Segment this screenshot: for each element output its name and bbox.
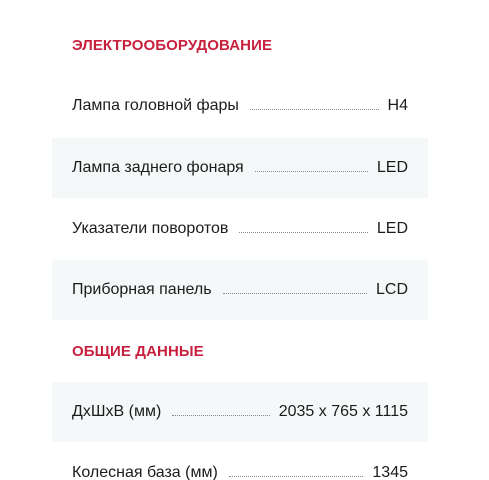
dotted-leader — [229, 476, 364, 477]
dotted-leader — [223, 293, 367, 294]
spec-value: LCD — [375, 281, 408, 298]
section-title-general: ОБЩИЕ ДАННЫЕ — [72, 343, 204, 360]
spec-row-taillight-bulb — [52, 138, 428, 198]
spec-row-wheelbase — [52, 443, 428, 480]
dotted-leader — [172, 415, 269, 416]
dotted-leader — [250, 109, 379, 110]
spec-value: 1345 — [372, 464, 408, 480]
spec-label: Лампа головной фары — [72, 97, 239, 114]
dotted-leader — [255, 171, 368, 172]
spec-label: Указатели поворотов — [72, 220, 229, 237]
spec-value: 2035 х 765 х 1115 — [278, 403, 408, 420]
spec-label: ДхШхВ (мм) — [72, 403, 162, 420]
spec-row-dimensions — [52, 382, 428, 442]
dotted-leader — [239, 232, 367, 233]
spec-label: Колесная база (мм) — [72, 464, 218, 480]
spec-row-headlight-bulb — [52, 76, 428, 136]
spec-row-instrument-panel — [52, 260, 428, 320]
spec-value: LED — [376, 159, 408, 176]
spec-value: H4 — [387, 97, 408, 114]
spec-row-turn-signals — [52, 199, 428, 259]
section-title-electrical: ЭЛЕКТРООБОРУДОВАНИЕ — [72, 37, 273, 54]
spec-label: Приборная панель — [72, 281, 212, 298]
spec-value: LED — [376, 220, 408, 237]
spec-label: Лампа заднего фонаря — [72, 159, 244, 176]
